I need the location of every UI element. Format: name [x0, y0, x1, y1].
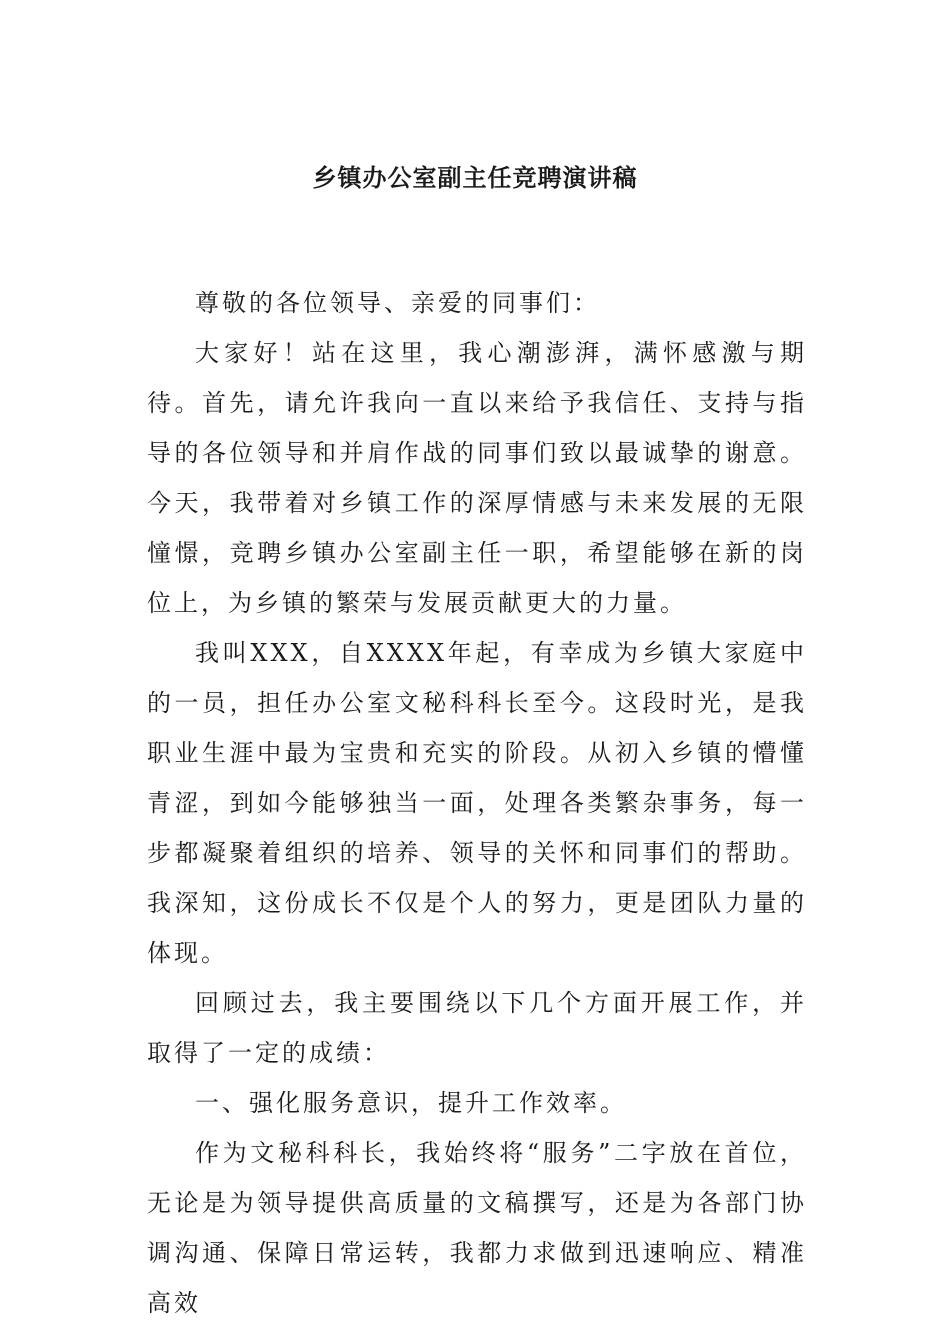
paragraph-opening: 大家好！站在这里，我心潮澎湃，满怀感激与期待。首先，请允许我向一直以来给予我信任、支持与指导的各位领导和并肩作战的同事们致以最诚挚的谢意。今天，我带着对乡镇工作的深厚情感与未来发展的无限憧憬，竞聘乡镇办公室副主任一职，希望能够在新的岗位上，为乡镇的繁荣与发展贡献更大的力量。	[147, 339, 807, 617]
document-body	[147, 278, 807, 1328]
paragraph-section-heading: 一、强化服务意识，提升工作效率。	[195, 1089, 627, 1117]
paragraph-salutation: 尊敬的各位领导、亲爱的同事们：	[195, 289, 600, 317]
document-title: 乡镇办公室副主任竞聘演讲稿	[312, 164, 638, 192]
paragraph-introduction: 我叫XXX，自XXXX年起，有幸成为乡镇大家庭中的一员，担任办公室文秘科科长至今。这段时光，是我职业生涯中最为宝贵和充实的阶段。从初入乡镇的懵懂青涩，到如今能够独当一面，处理各类繁杂事务，每一步都凝聚着组织的培养、领导的关怀和同事们的帮助。我深知，这份成长不仅是个人的努力，更是团队力量的体现。	[147, 639, 807, 967]
paragraph-service: 作为文秘科科长，我始终将“服务”二字放在首位，无论是为领导提供高质量的文稿撰写，还是为各部门协调沟通、保障日常运转，我都力求做到迅速响应、精准高效	[147, 1139, 807, 1317]
paragraph-review: 回顾过去，我主要围绕以下几个方面开展工作，并取得了一定的成绩：	[147, 989, 807, 1067]
